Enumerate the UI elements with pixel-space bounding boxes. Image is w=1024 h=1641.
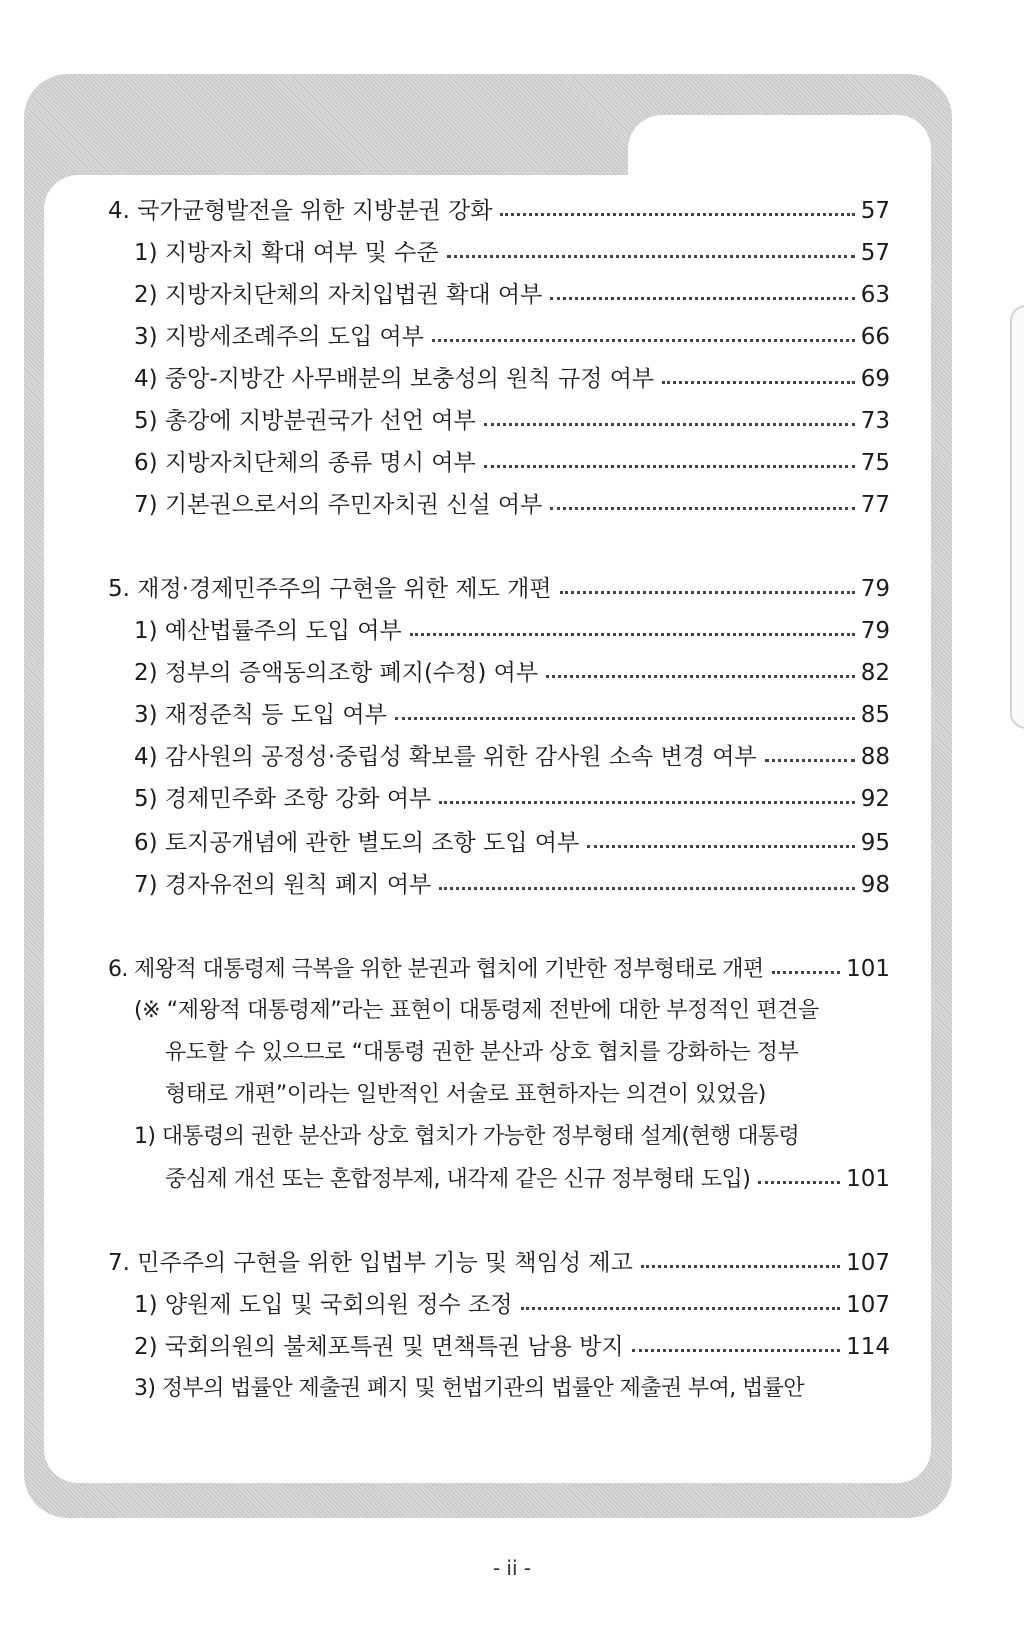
toc-item-text: 4) 감사원의 공정성·중립성 확보를 위한 감사원 소속 변경 여부	[134, 744, 757, 770]
toc-item-text: 5) 경제민주화 조항 강화 여부	[134, 786, 432, 812]
toc-item-4-3[interactable]	[134, 320, 890, 354]
toc-item-page: 77	[860, 492, 890, 518]
toc-note-line-1: (※ “제왕적 대통령제”라는 표현이 대통령제 전반에 대한 부정적인 편견을	[134, 998, 819, 1023]
leader-dots	[432, 338, 855, 342]
leader-dots	[662, 380, 855, 384]
leader-dots	[560, 590, 855, 594]
toc-heading-7[interactable]	[108, 1246, 890, 1280]
toc-item-4-7[interactable]	[134, 488, 890, 522]
toc-item-text: 4) 중앙-지방간 사무배분의 보충성의 원칙 규정 여부	[134, 366, 655, 392]
page-number: - ii -	[492, 1556, 532, 1580]
toc-item-5-1[interactable]	[134, 614, 890, 648]
toc-heading-4-text: 4. 국가균형발전을 위한 지방분권 강화	[108, 198, 493, 224]
toc-item-text: 2) 국회의원의 불체포특권 및 면책특권 남용 방지	[134, 1334, 624, 1360]
toc-item-text: 7) 기본권으로서의 주민자치권 신설 여부	[134, 492, 543, 518]
leader-dots	[550, 296, 854, 300]
toc-heading-7-page: 107	[846, 1250, 890, 1276]
leader-dots	[410, 632, 855, 636]
toc-item-text: 1) 양원제 도입 및 국회의원 정수 조정	[134, 1292, 513, 1318]
toc-heading-4-page: 57	[860, 198, 890, 224]
toc-item-text: 7) 경자유전의 원칙 폐지 여부	[134, 872, 432, 898]
toc-heading-6[interactable]	[108, 952, 890, 986]
toc-heading-4[interactable]	[108, 194, 890, 228]
leader-dots	[447, 254, 855, 258]
toc-item-5-6[interactable]	[134, 826, 890, 860]
toc-item-6-1-line-1[interactable]: 1) 대통령의 권한 분산과 상호 협치가 가능한 정부형태 설계(현행 대통령	[134, 1124, 800, 1149]
leader-dots	[395, 716, 855, 720]
toc-item-page: 63	[860, 282, 890, 308]
toc-item-6-1-line-2[interactable]	[165, 1162, 890, 1196]
toc-item-page: 69	[860, 366, 890, 392]
toc-item-text: 2) 정부의 증액동의조항 폐지(수정) 여부	[134, 660, 539, 686]
toc-item-text: 6) 토지공개념에 관한 별도의 조항 도입 여부	[134, 830, 580, 856]
leader-dots	[772, 970, 841, 974]
toc-heading-5-text: 5. 재정·경제민주주의 구현을 위한 제도 개편	[108, 576, 552, 602]
toc-item-page: 75	[860, 450, 890, 476]
leader-dots	[439, 800, 854, 804]
toc-item-7-3[interactable]: 3) 정부의 법률안 제출권 폐지 및 헌법기관의 법률안 제출권 부여, 법률안	[134, 1376, 804, 1401]
leader-dots	[632, 1348, 840, 1352]
leader-dots	[546, 674, 855, 678]
leader-dots	[500, 212, 854, 216]
toc-item-page: 79	[860, 618, 890, 644]
toc-item-text: 중심제 개선 또는 혼합정부제, 내각제 같은 신규 정부형태 도입)	[165, 1167, 751, 1192]
toc-item-5-4[interactable]	[134, 740, 890, 774]
toc-item-text: 6) 지방자치단체의 종류 명시 여부	[134, 450, 476, 476]
leader-dots	[439, 886, 854, 890]
toc-item-4-4[interactable]	[134, 362, 890, 396]
toc-item-page: 57	[860, 240, 890, 266]
toc-note-line-2: 유도할 수 있으므로 “대통령 권한 분산과 상호 협치를 강화하는 정부	[165, 1040, 799, 1065]
frame-tab	[628, 115, 931, 177]
toc-item-text: 1) 예산법률주의 도입 여부	[134, 618, 402, 644]
toc-item-text: 3) 지방세조례주의 도입 여부	[134, 324, 424, 350]
toc-item-text: 1) 지방자치 확대 여부 및 수준	[134, 240, 439, 266]
toc-item-page: 88	[860, 744, 890, 770]
toc-item-4-6[interactable]	[134, 446, 890, 480]
toc-item-page: 107	[846, 1292, 890, 1318]
leader-dots	[521, 1306, 841, 1310]
toc-item-page: 66	[860, 324, 890, 350]
toc-item-4-1[interactable]	[134, 236, 890, 270]
toc-heading-6-text: 6. 제왕적 대통령제 극복을 위한 분권과 협치에 기반한 정부형태로 개편	[108, 957, 764, 982]
toc-item-7-1[interactable]	[134, 1288, 890, 1322]
toc-heading-5[interactable]	[108, 572, 890, 606]
toc-heading-5-page: 79	[860, 576, 890, 602]
toc-item-4-5[interactable]	[134, 404, 890, 438]
side-scroll-tab[interactable]	[1010, 305, 1024, 729]
toc-item-7-2[interactable]	[134, 1330, 890, 1364]
toc-item-page: 98	[860, 872, 890, 898]
toc-item-page: 82	[860, 660, 890, 686]
leader-dots	[758, 1180, 840, 1184]
toc-item-4-2[interactable]	[134, 278, 890, 312]
toc-item-page: 95	[860, 830, 890, 856]
toc-item-page: 85	[860, 702, 890, 728]
toc-item-5-5[interactable]	[134, 782, 890, 816]
toc-item-text: 3) 재정준칙 등 도입 여부	[134, 702, 387, 728]
toc-item-5-7[interactable]	[134, 868, 890, 902]
toc-item-page: 101	[846, 1166, 890, 1192]
toc-item-page: 92	[860, 786, 890, 812]
toc-note-line-3: 형태로 개편”이라는 일반적인 서술로 표현하자는 의견이 있었음)	[165, 1082, 766, 1107]
toc-item-page: 114	[846, 1334, 890, 1360]
leader-dots	[484, 422, 855, 426]
toc-heading-7-text: 7. 민주주의 구현을 위한 입법부 기능 및 책임성 제고	[108, 1250, 633, 1276]
leader-dots	[765, 758, 855, 762]
leader-dots	[641, 1264, 840, 1268]
leader-dots	[587, 844, 855, 848]
toc-item-page: 73	[860, 408, 890, 434]
toc-item-5-2[interactable]	[134, 656, 890, 690]
toc-item-text: 5) 총강에 지방분권국가 선언 여부	[134, 408, 476, 434]
leader-dots	[484, 464, 855, 468]
toc-item-5-3[interactable]	[134, 698, 890, 732]
toc-heading-6-page: 101	[846, 956, 890, 982]
toc-item-text: 2) 지방자치단체의 자치입법권 확대 여부	[134, 282, 543, 308]
leader-dots	[550, 506, 854, 510]
